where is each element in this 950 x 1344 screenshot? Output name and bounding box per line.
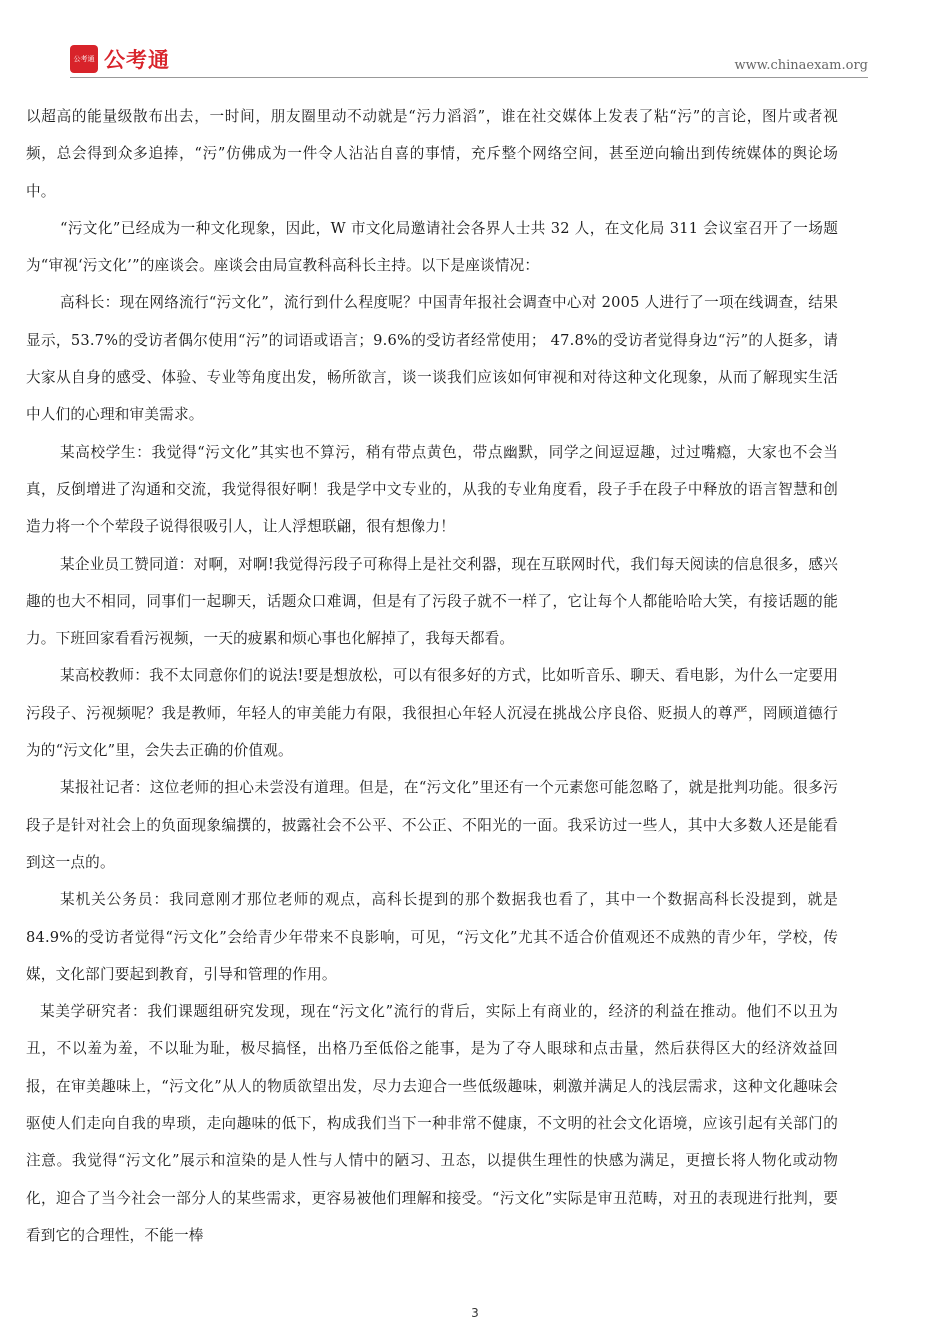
paragraph-1: 以超高的能量级散布出去，一时间，朋友圈里动不动就是“污力滔滔”，谁在社交媒体上发表了粘“污”的言论，图片或者视频，总会得到众多追捧，“污”仿佛成为一件令人沾沾自喜的事情，充斥整个网络空间，甚至逆向输出到传统媒体的舆论场中。 — [26, 108, 838, 200]
page-header — [0, 0, 950, 80]
paragraph-5: 某企业员工赞同道：对啊，对啊!我觉得污段子可称得上是社交利器，现在互联网时代，我们每天阅读的信息很多，感兴趣的也大不相同，同事们一起聊天，话题众口难调，但是有了污段子就不一样了，它让每个人都能哈哈大笑，有接话题的能力。下班回家看看污视频，一天的疲累和烦心事也化解掉了，我每天都看。 — [26, 555, 838, 648]
logo-text: 公考通 — [104, 48, 170, 72]
paragraph-7: 某报社记者：这位老师的担心未尝没有道理。但是，在“污文化”里还有一个元素您可能忽略了，就是批判功能。很多污段子是针对社会上的负面现象编撰的，披露社会不公平、不公正、不阳光的一面。我采访过一些人，其中大多数人还是能看到这一点的。 — [26, 779, 838, 871]
logo — [70, 44, 170, 74]
paragraph-9: 某美学研究者：我们课题组研究发现，现在“污文化”流行的背后，实际上有商业的，经济的利益在推动。他们不以丑为丑，不以羞为羞，不以耻为耻，极尽搞怪，出格乃至低俗之能事，是为了夺人眼球和点击量，然后获得区大的经济效益回报，在审美趣味上，“污文化”从人的物质欲望出发，尽力去迎合一些低级趣味，刺激并满足人的浅层需求，这种文化趣味会驱使人们走向自我的卑琐，走向趣味的低下，构成我们当下一种非常不健康，不文明的社会文化语境，应该引起有关部门的注意。我觉得“污文化”展示和渲染的是人性与人情中的陋习、丑态，以提供生理性的快感为满足，更擅长将人物化或动物化，迎合了当今社会一部分人的某些需求，更容易被他们理解和接受。“污文化”实际是审丑范畴，对丑的表现进行批判，要看到它的合理性，不能一棒 — [26, 1003, 838, 1244]
paragraph-3: 高科长：现在网络流行“污文化”，流行到什么程度呢？中国青年报社会调查中心对 2005 人进行了一项在线调查，结果显示，53.7%的受访者偶尔使用“污”的词语或语言；9.6%的受访者经常使用； 47.8%的受访者觉得身边“污”的人挺多，请大家从自身的感受、体验、专业等角度出发，畅所欲言，谈一谈我们应该如何审视和对待这种文化现象，从而了解现实生活中人们的心理和审美需求。 — [26, 294, 838, 424]
paragraph-8: 某机关公务员：我同意刚才那位老师的观点，高科长提到的那个数据我也看了，其中一个数据高科长没提到，就是 84.9%的受访者觉得“污文化”会给青少年带来不良影响，可见，“污文化”尤其不适合价值观还不成熟的青少年，学校，传媒，文化部门要起到教育，引导和管理的作用。 — [26, 891, 838, 983]
document-body — [26, 98, 838, 1254]
logo-mark-icon: 公考通 — [70, 45, 98, 73]
header-rule — [70, 77, 868, 78]
paragraph-6: 某高校教师：我不太同意你们的说法!要是想放松，可以有很多好的方式，比如听音乐、聊天、看电影，为什么一定要用污段子、污视频呢？我是教师，年轻人的审美能力有限，我很担心年轻人沉浸在挑战公序良俗、贬损人的尊严，罔顾道德行为的“污文化”里，会失去正确的价值观。 — [26, 667, 838, 760]
paragraph-4: 某高校学生：我觉得“污文化”其实也不算污，稍有带点黄色，带点幽默，同学之间逗逗趣，过过嘴瘾，大家也不会当真，反倒增进了沟通和交流，我觉得很好啊！我是学中文专业的，从我的专业角度看，段子手在段子中释放的语言智慧和创造力将一个个荤段子说得很吸引人，让人浮想联翩，很有想像力！ — [26, 443, 838, 536]
site-url: www.chinaexam.org — [734, 58, 868, 73]
page-number: 3 — [471, 1306, 479, 1320]
paragraph-2: “污文化”已经成为一种文化现象，因此，W 市文化局邀请社会各界人士共 32 人，在文化局 311 会议室召开了一场题为“审视‘污文化’”的座谈会。座谈会由局宣教科高科长主持。以下是座谈情况： — [26, 219, 838, 275]
